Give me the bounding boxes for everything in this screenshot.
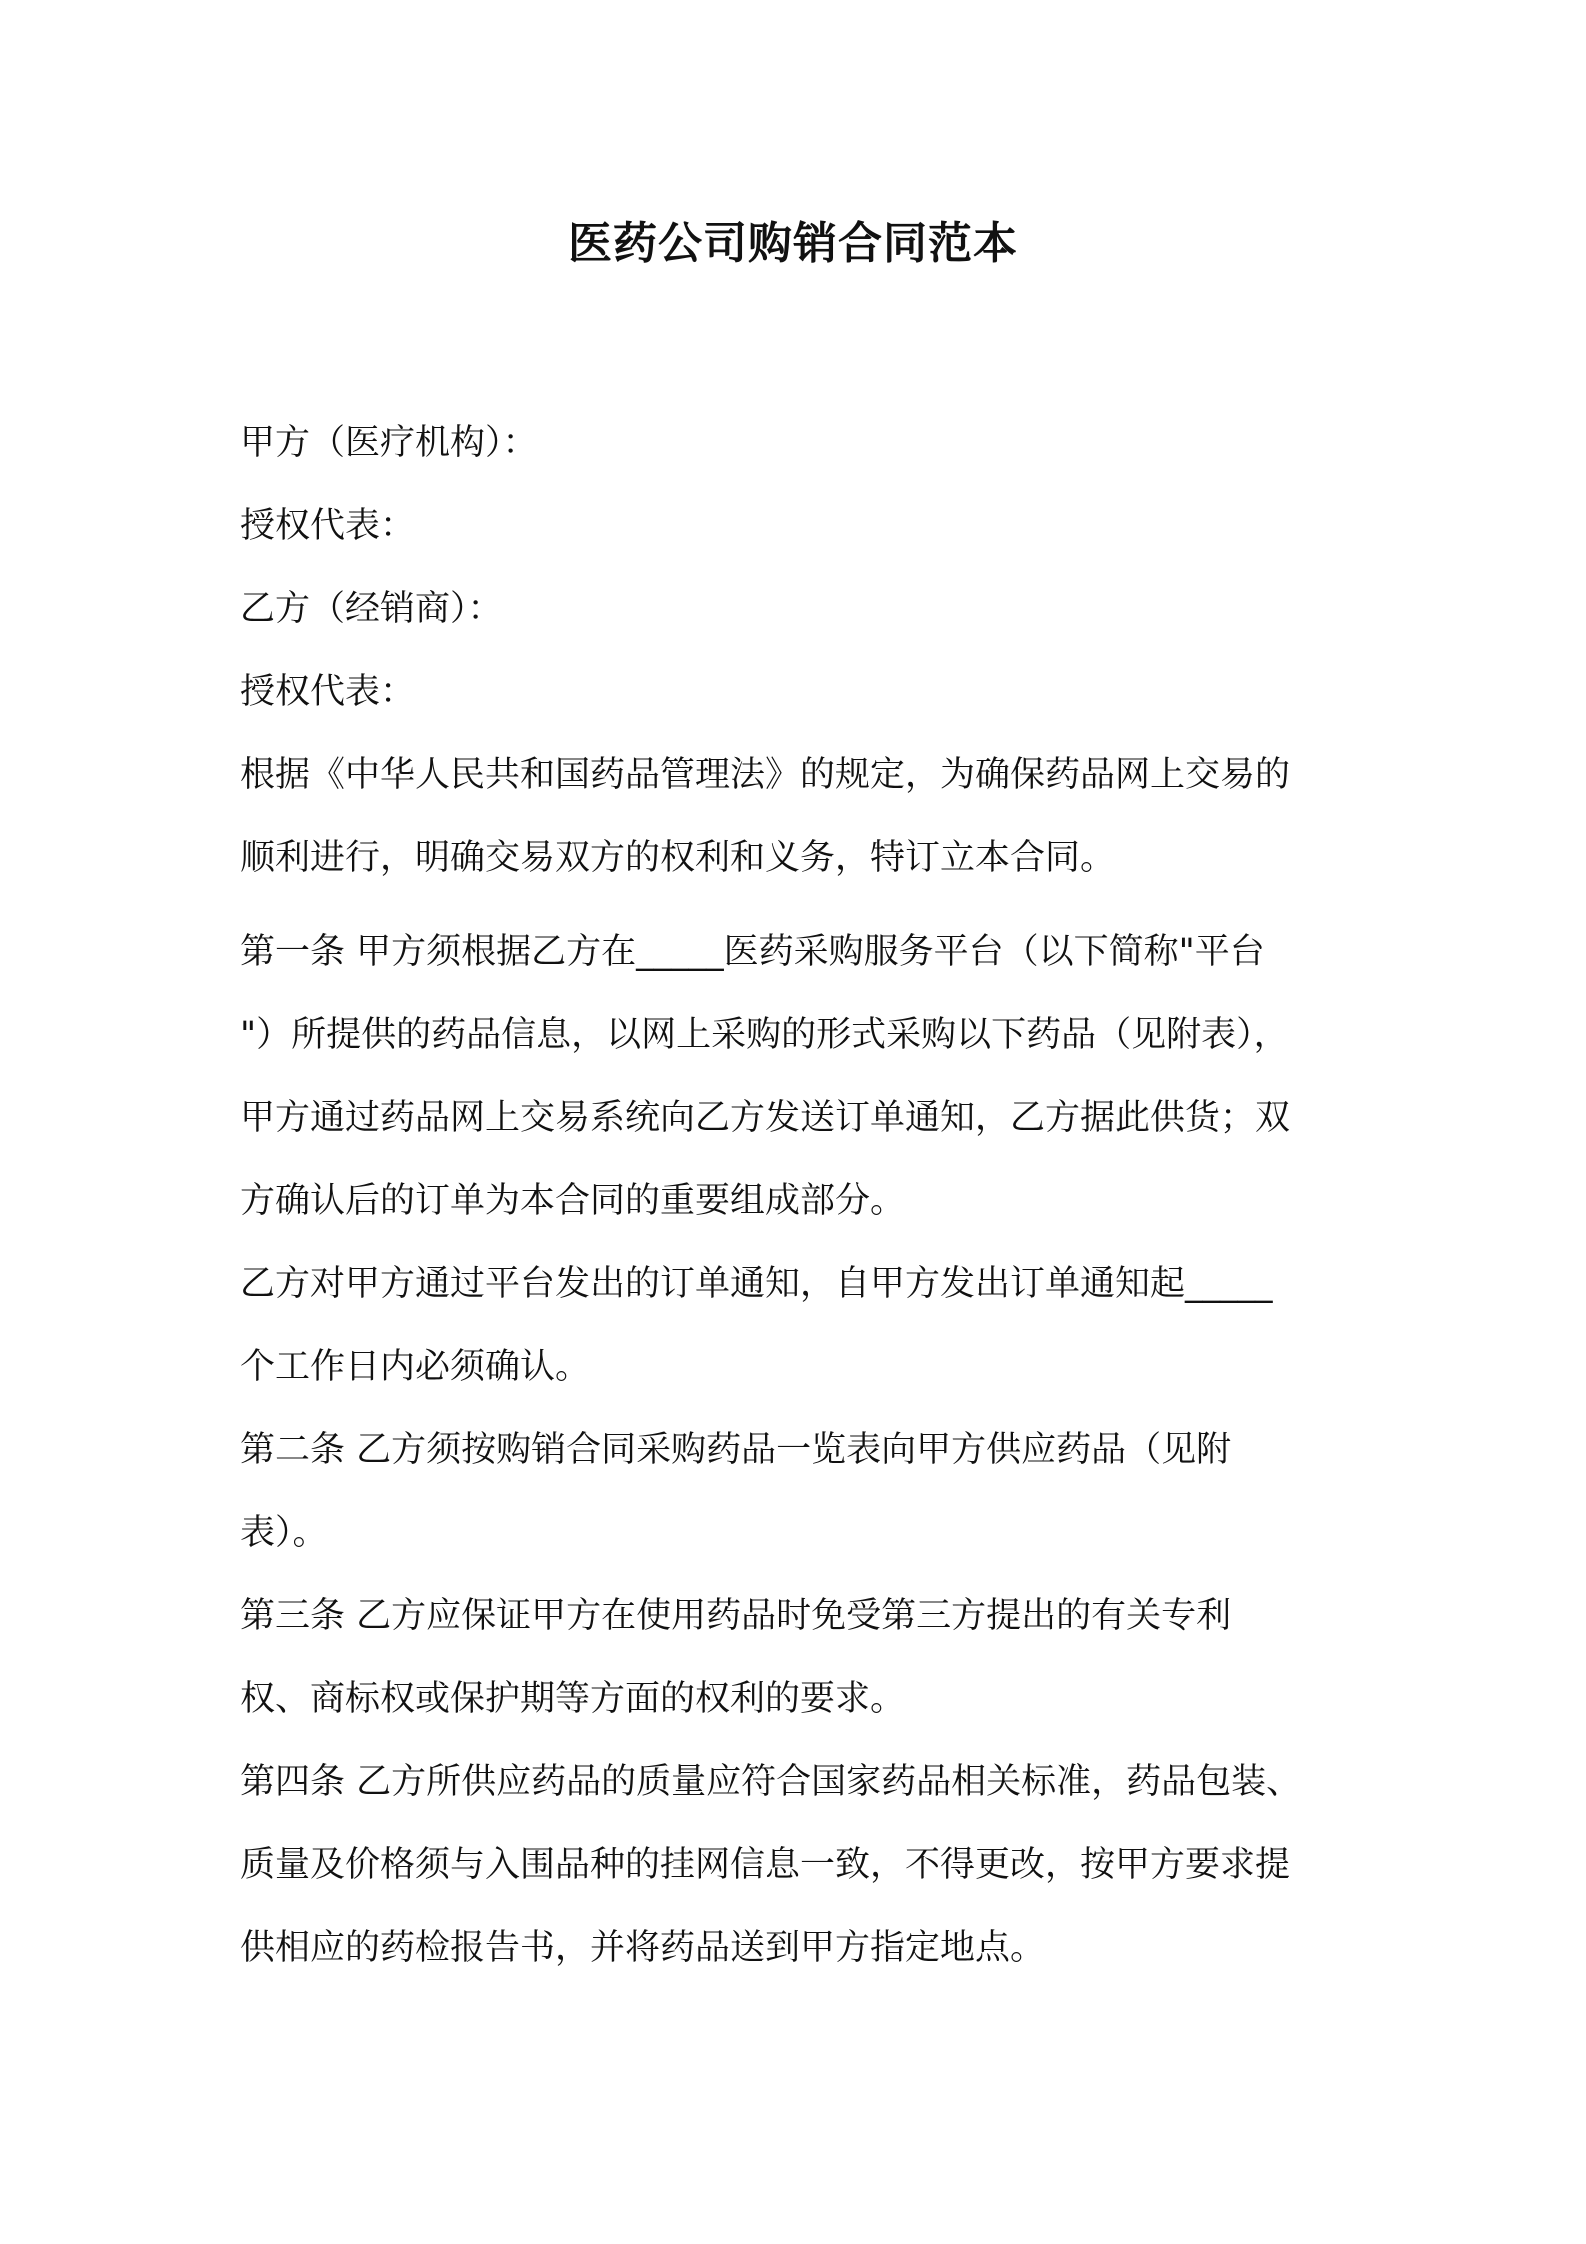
article-2-line-2: 表）。 bbox=[240, 1513, 328, 1553]
document-body bbox=[240, 402, 1352, 1990]
party-a-line: 甲方（医疗机构）： bbox=[240, 423, 538, 463]
party-b-representative-line: 授权代表： bbox=[240, 672, 416, 712]
confirmation-line-2: 个工作日内必须确认。 bbox=[240, 1347, 591, 1387]
article-3-line-1: 第三条 乙方应保证甲方在使用药品时免受第三方提出的有关专利 bbox=[240, 1596, 1232, 1636]
article-1-line-3: 甲方通过药品网上交易系统向乙方发送订单通知，乙方据此供货；双 bbox=[240, 1098, 1291, 1138]
preamble-line-1: 根据《中华人民共和国药品管理法》的规定，为确保药品网上交易的 bbox=[240, 755, 1291, 795]
article-3-line-2: 权、商标权或保护期等方面的权利的要求。 bbox=[240, 1679, 906, 1719]
article-4-line-2: 质量及价格须与入围品种的挂网信息一致，不得更改，按甲方要求提 bbox=[240, 1845, 1291, 1885]
article-1-line-1: 第一条 甲方须根据乙方在_____医药采购服务平台（以下简称"平台 bbox=[240, 932, 1265, 972]
confirmation-line-1: 乙方对甲方通过平台发出的订单通知，自甲方发出订单通知起_____ bbox=[240, 1264, 1273, 1304]
article-2-line-1: 第二条 乙方须按购销合同采购药品一览表向甲方供应药品（见附 bbox=[240, 1430, 1232, 1470]
article-4-line-1: 第四条 乙方所供应药品的质量应符合国家药品相关标准，药品包装、 bbox=[240, 1762, 1302, 1802]
document-title: 医药公司购销合同范本 bbox=[568, 218, 1018, 269]
article-4-line-3: 供相应的药检报告书，并将药品送到甲方指定地点。 bbox=[240, 1928, 1046, 1968]
article-1-line-4: 方确认后的订单为本合同的重要组成部分。 bbox=[240, 1181, 906, 1221]
article-1-line-2: "）所提供的药品信息，以网上采购的形式采购以下药品（见附表）， bbox=[240, 1015, 1289, 1055]
party-a-representative-line: 授权代表： bbox=[240, 506, 416, 546]
preamble-line-2: 顺利进行，明确交易双方的权利和义务，特订立本合同。 bbox=[240, 838, 1116, 878]
party-b-line: 乙方（经销商）： bbox=[240, 589, 503, 629]
